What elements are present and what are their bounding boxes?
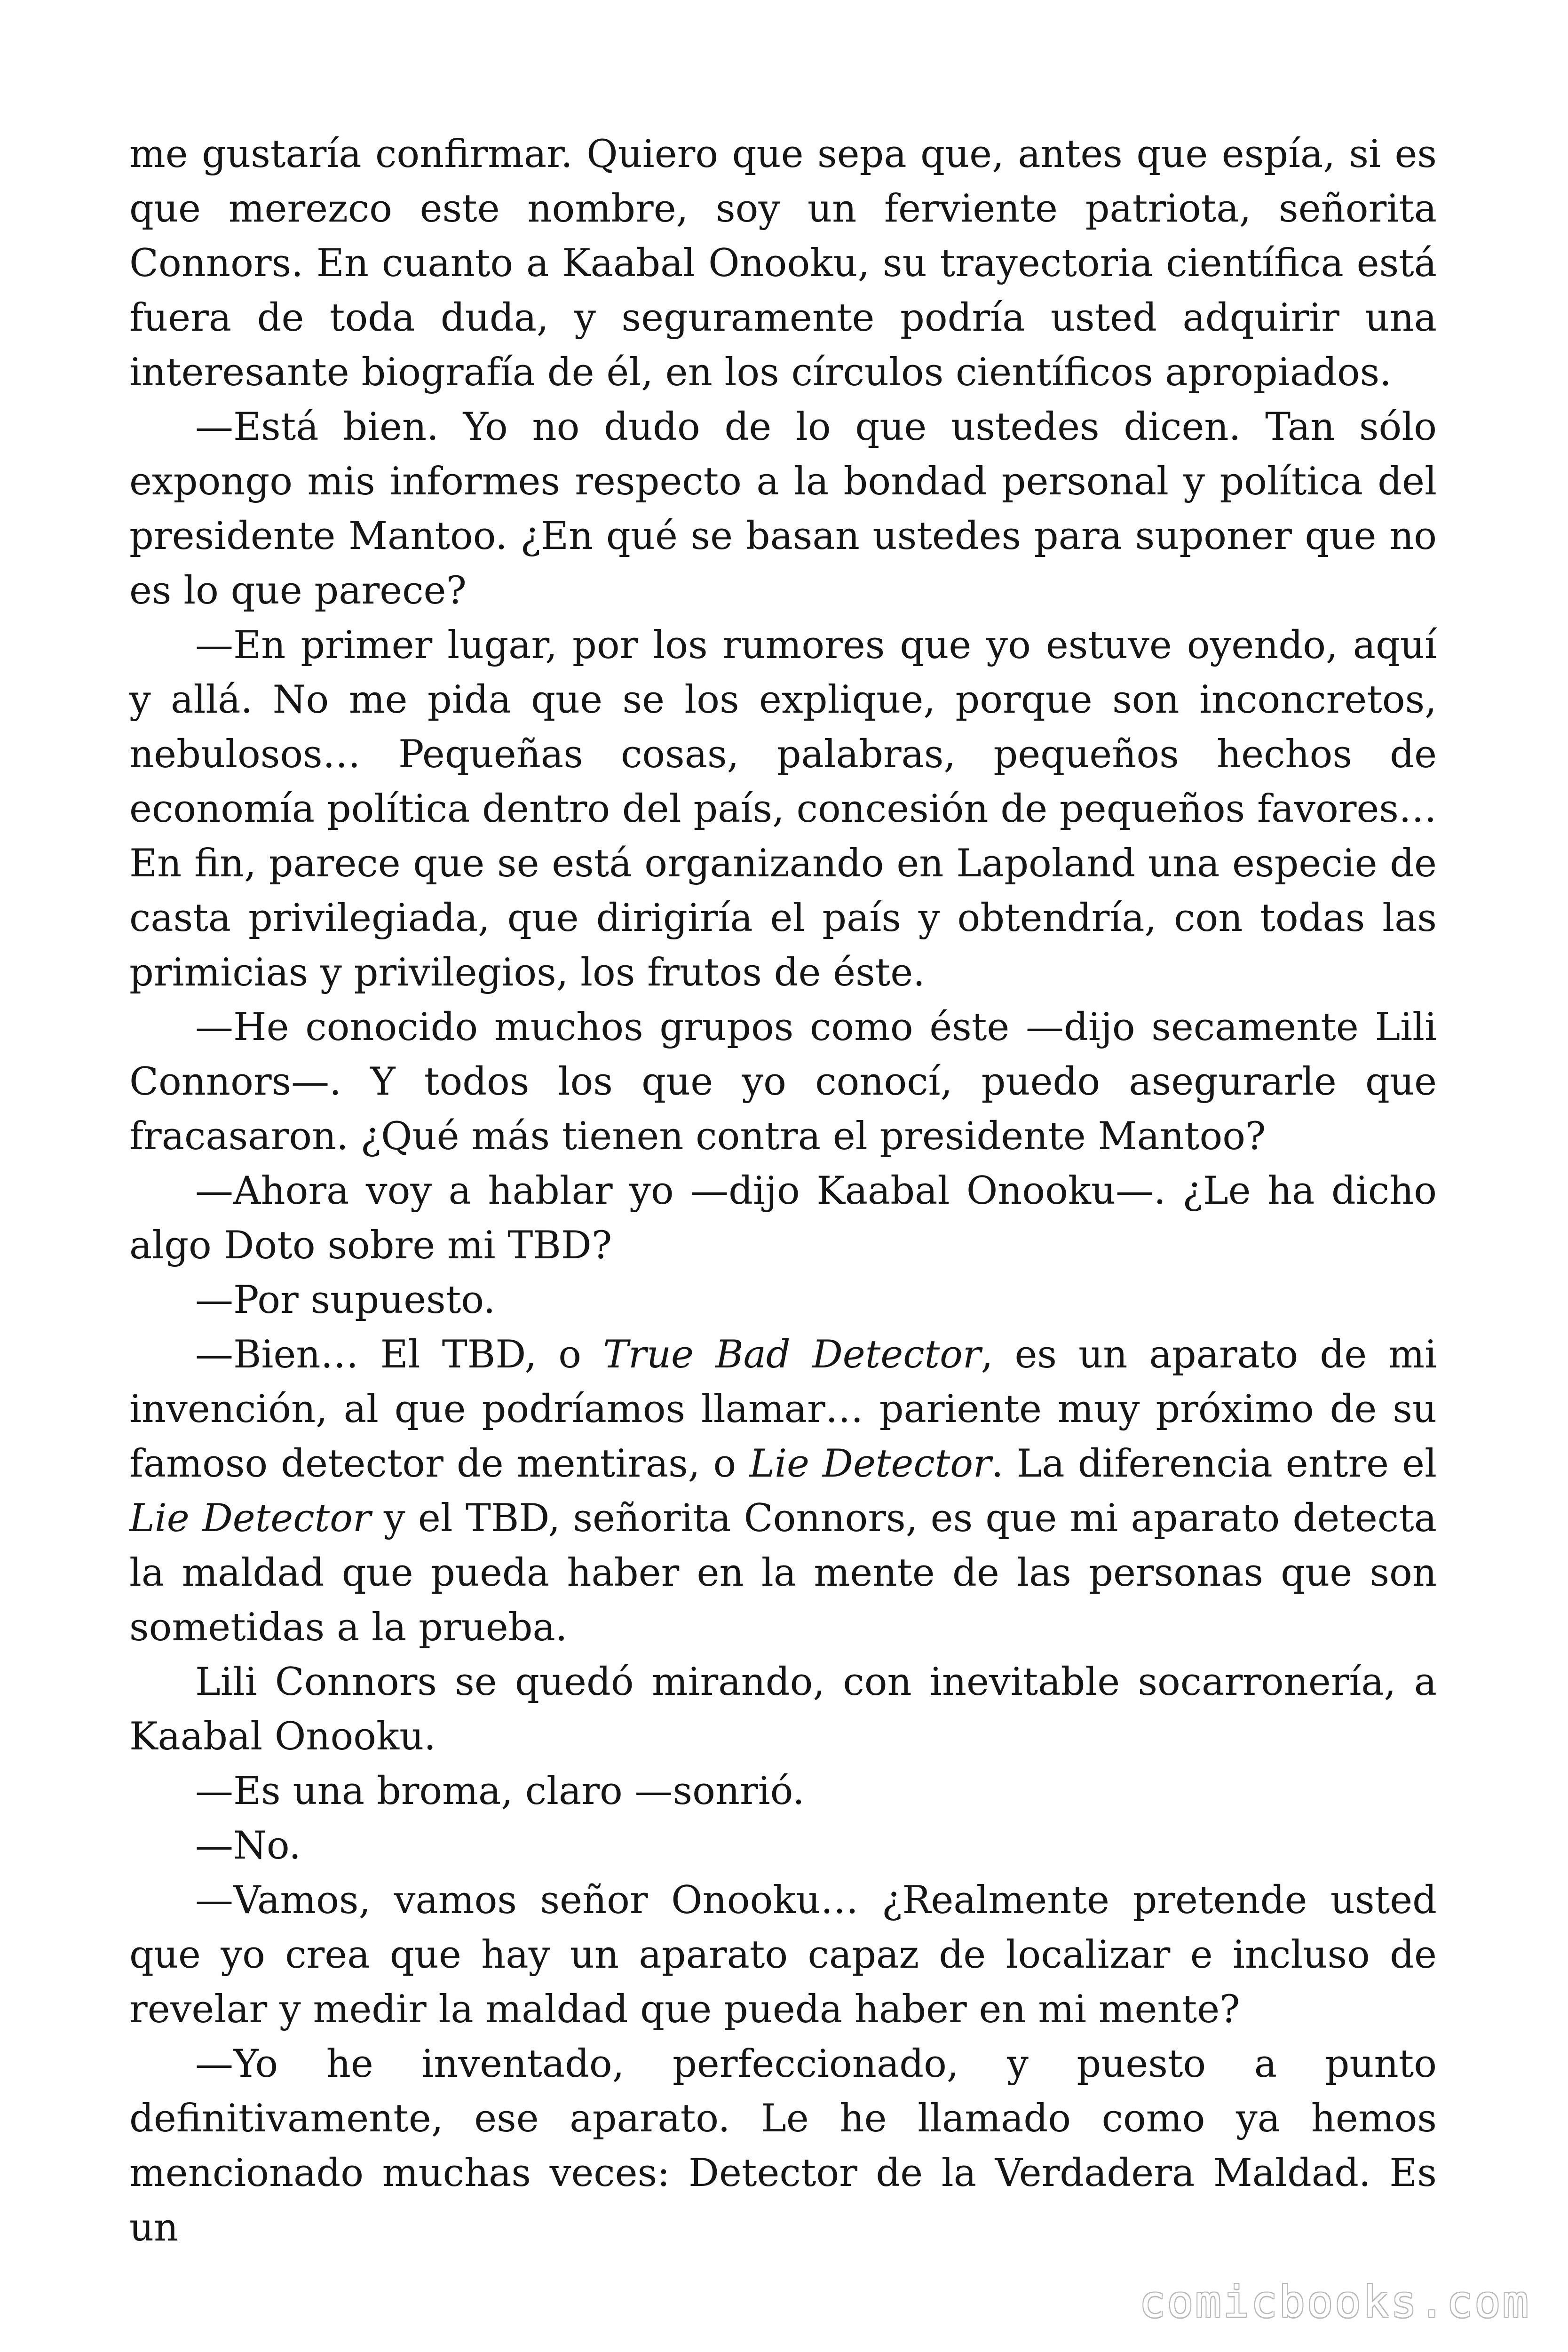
text-run: , es un aparato de mi invención, al que podríamos llamar… pariente muy próximo de su famoso detector de mentiras, o — [129, 1333, 1437, 1486]
paragraph-dialogue: —Es una broma, claro —sonrió. — [195, 1769, 805, 1813]
italic-term: True Bad Detector — [603, 1333, 981, 1377]
italic-term: Lie Detector — [129, 1496, 371, 1541]
paragraph-dialogue: —Vamos, vamos señor Onooku… ¿Realmente pretende usted que yo crea que hay un aparato capaz de localizar e incluso de revelar y medir la maldad que pueda haber en mi mente? — [129, 1878, 1437, 2032]
paragraph-dialogue: —Yo he inventado, perfeccionado, y puesto a punto definitivamente, ese aparato. Le he llamado como ya hemos mencionado muchas veces: Detector de la Verdadera Maldad. Es un — [129, 2042, 1437, 2250]
paragraph-dialogue: —Por supuesto. — [195, 1278, 496, 1322]
paragraph-narration: Lili Connors se quedó mirando, con inevitable socarronería, a Kaabal Onooku. — [129, 1660, 1437, 1759]
text-run: —Bien… El TBD, o — [195, 1333, 603, 1377]
italic-term: Lie Detector — [749, 1442, 991, 1486]
paragraph-dialogue: —En primer lugar, por los rumores que yo estuve oyendo, aquí y allá. No me pida que se los explique, porque son inconcretos, nebulosos… Pequeñas cosas, palabras, pequeños hechos de economía política dentro del país, concesión de pequeños favores… En fin, parece que se está organizando en Lapoland una especie de casta privilegiada, que dirigiría el país y obtendría, con todas las primicias y privilegios, los frutos de éste. — [129, 623, 1437, 995]
text-run: . La diferencia entre el — [991, 1442, 1437, 1486]
watermark-logo: comicbooks.com — [1139, 2277, 1530, 2327]
paragraph-continuation: me gustaría confirmar. Quiero que sepa que, antes que espía, si es que merezco este nombre, soy un ferviente patriota, señorita Connors. En cuanto a Kaabal Onooku, su trayectoria científica está fuera de toda duda, y seguramente podría usted adquirir una interesante biografía de él, en los círculos científicos apropiados. — [129, 132, 1437, 395]
page-body — [129, 127, 1437, 2255]
text-run: y el TBD, señorita Connors, es que mi aparato detecta la maldad que pueda haber en la mente de las personas que son sometidas a la prueba. — [129, 1496, 1437, 1650]
paragraph-dialogue: —He conocido muchos grupos como éste —dijo secamente Lili Connors—. Y todos los que yo conocí, puedo asegurarle que fracasaron. ¿Qué más tienen contra el presidente Mantoo? — [129, 1005, 1437, 1159]
paragraph-dialogue: —Está bien. Yo no dudo de lo que ustedes dicen. Tan sólo expongo mis informes respecto a la bondad personal y política del presidente Mantoo. ¿En qué se basan ustedes para suponer que no es lo que parece? — [129, 405, 1437, 613]
paragraph-dialogue: —Ahora voy a hablar yo —dijo Kaabal Onooku—. ¿Le ha dicho algo Doto sobre mi TBD? — [129, 1169, 1437, 1268]
paragraph-tbd-explanation — [129, 1327, 1437, 1655]
paragraph-dialogue: —No. — [195, 1824, 301, 1868]
